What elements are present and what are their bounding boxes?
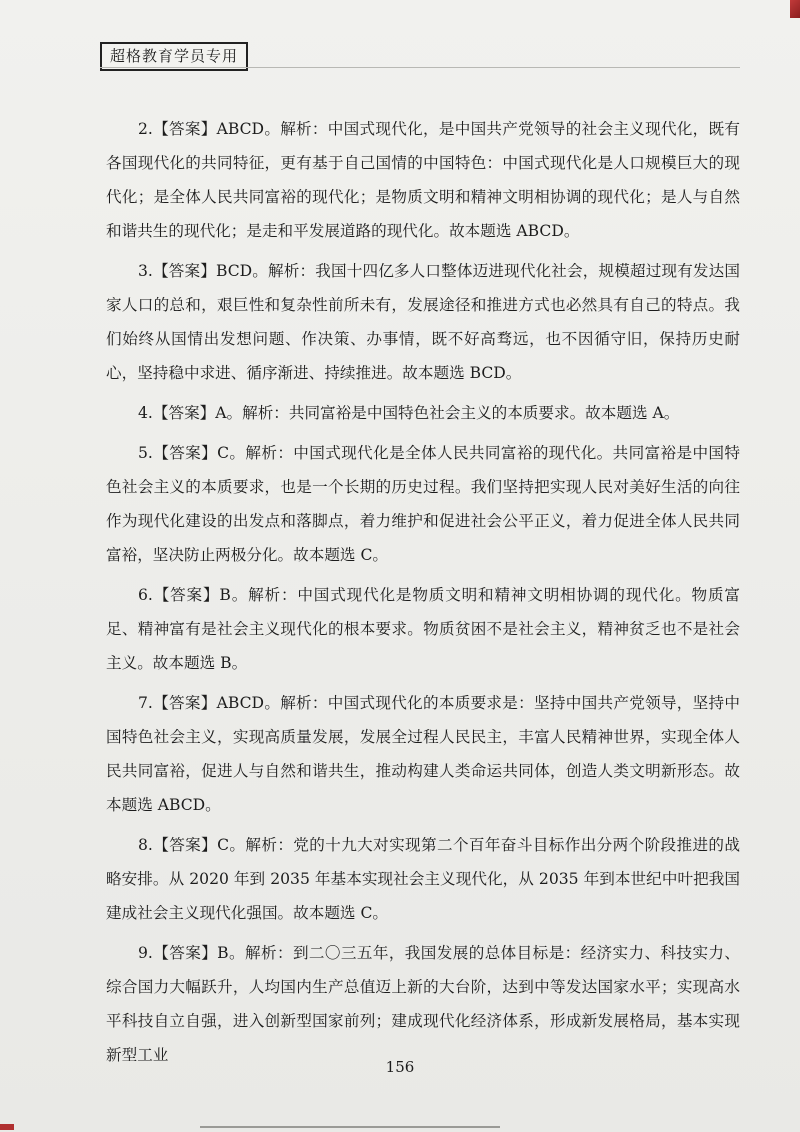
answer-paragraph-4: 4.【答案】A。解析：共同富裕是中国特色社会主义的本质要求。故本题选 A。 [138,404,680,422]
answer-paragraph-5: 5.【答案】C。解析：中国式现代化是全体人民共同富裕的现代化。共同富裕是中国特色社会主义的本质要求，也是一个长期的历史过程。我们坚持把实现人民对美好生活的向往作为现代化建设的出发点和落脚点，着力维护和促进社会公平正义，着力促进全体人民共同富裕，坚决防止两极分化。故本题选 C。 [106,444,740,564]
header-rule [100,67,740,68]
page-number: 156 [385,1058,415,1076]
header-label: 超格教育学员专用 [100,42,248,71]
answer-paragraph-3: 3.【答案】BCD。解析：我国十四亿多人口整体迈进现代化社会，规模超过现有发达国家人口的总和，艰巨性和复杂性前所未有，发展途径和推进方式也必然具有自己的特点。我们始终从国情出发想问题、作决策、办事情，既不好高骛远，也不因循守旧，保持历史耐心，坚持稳中求进、循序渐进、持续推进。故本题选 BCD。 [106,262,740,382]
corner-tab-mark [790,0,800,18]
bottom-edge-line [200,1126,500,1128]
answer-paragraph-2: 2.【答案】ABCD。解析：中国式现代化，是中国共产党领导的社会主义现代化，既有各国现代化的共同特征，更有基于自己国情的中国特色：中国式现代化是人口规模巨大的现代化；是全体人民共同富裕的现代化；是物质文明和精神文明相协调的现代化；是人与自然和谐共生的现代化；是走和平发展道路的现代化。故本题选 ABCD。 [106,120,740,240]
answer-paragraph-9: 9.【答案】B。解析：到二〇三五年，我国发展的总体目标是：经济实力、科技实力、综合国力大幅跃升，人均国内生产总值迈上新的大台阶，达到中等发达国家水平；实现高水平科技自立自强，进入创新型国家前列；建成现代化经济体系，形成新发展格局，基本实现新型工业 [106,944,740,1064]
answer-paragraph-8: 8.【答案】C。解析：党的十九大对实现第二个百年奋斗目标作出分两个阶段推进的战略安排。从 2020 年到 2035 年基本实现社会主义现代化，从 2035 年到本世纪中叶把我国建成社会主义现代化强国。故本题选 C。 [106,836,740,922]
answer-content [106,112,740,1078]
bottom-corner-mark [0,1124,14,1130]
answer-paragraph-7: 7.【答案】ABCD。解析：中国式现代化的本质要求是：坚持中国共产党领导，坚持中国特色社会主义，实现高质量发展，发展全过程人民民主，丰富人民精神世界，实现全体人民共同富裕，促进人与自然和谐共生，推动构建人类命运共同体，创造人类文明新形态。故本题选 ABCD。 [106,694,740,814]
answer-paragraph-6: 6.【答案】B。解析：中国式现代化是物质文明和精神文明相协调的现代化。物质富足、精神富有是社会主义现代化的根本要求。物质贫困不是社会主义，精神贫乏也不是社会主义。故本题选 B。 [106,586,740,672]
